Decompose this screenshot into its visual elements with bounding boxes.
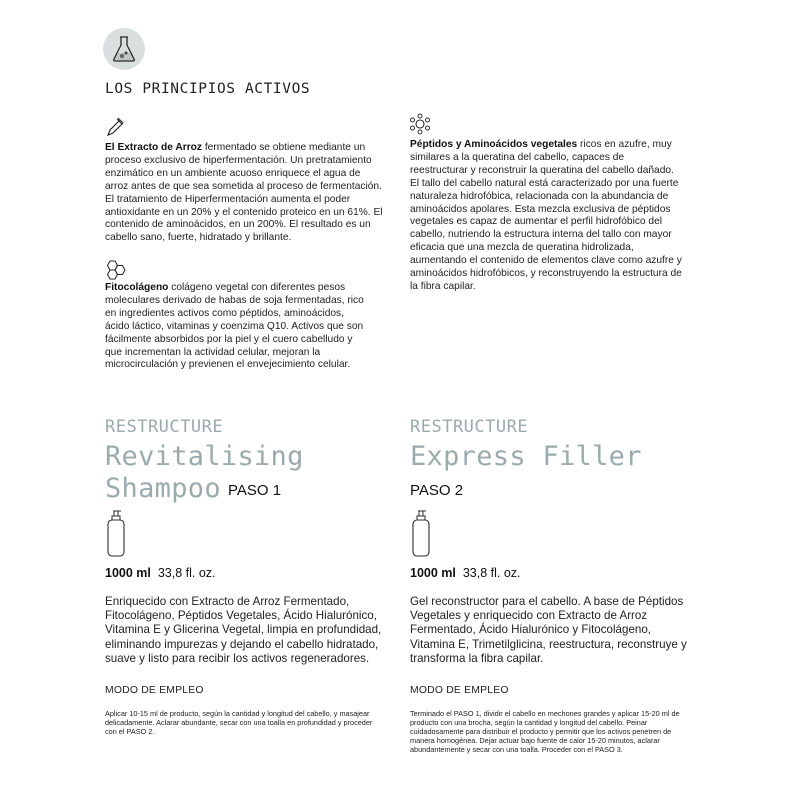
flask-icon-badge (103, 28, 145, 70)
flask-icon (111, 35, 137, 63)
product-2-volume-ml: 1000 ml (410, 566, 456, 580)
product-2-step: PASO 2 (410, 482, 464, 499)
active-fitocolageno-text (105, 282, 367, 372)
product-2-volume (410, 566, 521, 580)
active-peptidos-desc: ricos en azufre, muy similares a la queratina del cabello, capaces de reestructurar y reconstruir la queratina del cabello dañado. El tallo del cabello natural está caracterizado por una fuerte naturaleza hidrofóbica, relacionada con la abundancia de aminoácidos apolares. Esta mezcla exclusiva de péptidos vegetales es capaz de aumentar el perfil hidrofóbico del cabello, nutriendo la estructura interna del tallo con mayor eficacia que una mezcla de queratina hidrolizada, aumentando el contenido de elementos clave como azufre y aminoácidos hidrofóbicos, y reconstruyendo la estructura de la fibra capilar. (410, 139, 682, 292)
peptide-ring-icon (409, 113, 431, 135)
active-peptidos-text (410, 139, 682, 294)
product-1-name-line2: Shampoo (105, 473, 221, 504)
product-1-step: PASO 1 (228, 482, 282, 499)
active-arroz-name: El Extracto de Arroz (105, 142, 202, 153)
product-2-volume-oz: 33,8 fl. oz. (462, 566, 521, 580)
active-fitocolageno-desc: colágeno vegetal con diferentes pesos moleculares derivado de habas de soja fermentadas, rico en ingredientes activos como péptidos, aminoácidos, ácido láctico, vitaminas y coenzima Q10. Activos que son fácilmente absorbidos por la piel y el cuero cabelludo y que incrementan la actividad celular, mejoran la microcirculación y previenen el envejecimiento celular. (105, 282, 364, 371)
product-2-usage: Terminado el PASO 1, dividir el cabello en mechones grandes y aplicar 15-20 ml de producto con una brocha, según la cantidad y longitud del cabello. Peinar cuidadosamente para distribuir el producto y permitir que los activos penetren de manera homogénea. Dejar actuar bajo fuente de calor 15-20 minutos, aclarar abundantemente y secar con una toalla. Proceder con el PASO 3. (410, 709, 680, 754)
active-arroz-text (105, 142, 385, 245)
product-1-usage: Aplicar 10-15 ml de producto, según la cantidad y longitud del cabello, y masajear delicadamente. Aclarar abundante, secar con una toalla en profundidad y proceder con el PASO 2. (105, 709, 373, 736)
product-2-usage-title: MODO DE EMPLEO (410, 685, 509, 696)
section-title: LOS PRINCIPIOS ACTIVOS (105, 81, 311, 97)
product-1-volume-ml: 1000 ml (105, 566, 151, 580)
product-2-brand: RESTRUCTURE (410, 417, 529, 437)
active-peptidos-name: Péptidos y Aminoácidos vegetales (410, 139, 578, 150)
product-1-volume (105, 566, 216, 580)
molecule-icon (104, 258, 126, 280)
product-1-volume-oz: 33,8 fl. oz. (157, 566, 216, 580)
product-2-name-line1: Express Filler (410, 441, 642, 472)
product-1-name-line1: Revitalising (105, 441, 304, 472)
product-1-brand: RESTRUCTURE (105, 417, 224, 437)
pump-bottle-icon (105, 510, 127, 558)
product-1-description: Enriquecido con Extracto de Arroz Fermentado, Fitocolágeno, Péptidos Vegetales, Ácido Hialurónico, Vitamina E y Glicerina Vegetal, limpia en profundidad, eliminando impurezas y dejando el cabello hidratado, suave y listo para recibir los activos regeneradores. (105, 595, 382, 665)
product-1-usage-title: MODO DE EMPLEO (105, 685, 204, 696)
active-arroz-desc: fermentado se obtiene mediante un proceso exclusivo de hiperfermentación. Un pretratamiento enzimático en un ambiente acuoso enriquece el agua de arroz antes de que sea sometida al proceso de fermentación. El tratamiento de Hiperfermentación aumenta el poder antioxidante en un 20% y el contenido proteico en un 61%. El contenido de aminoácidos, en un 200%. El resultado es un cabello sano, fuerte, hidratado y brillante. (105, 142, 383, 244)
product-2-description: Gel reconstructor para el cabello. A base de Péptidos Vegetales y enriquecido con Extracto de Arroz Fermentado, Ácido Hialurónico y Fitocolágeno, Vitamina E, Trimetilglicina, reestructura, reconstruye y transforma la fibra capilar. (410, 595, 687, 665)
dropper-icon (104, 115, 126, 137)
active-fitocolageno-name: Fitocolágeno (105, 282, 169, 293)
pump-bottle-icon (410, 510, 432, 558)
